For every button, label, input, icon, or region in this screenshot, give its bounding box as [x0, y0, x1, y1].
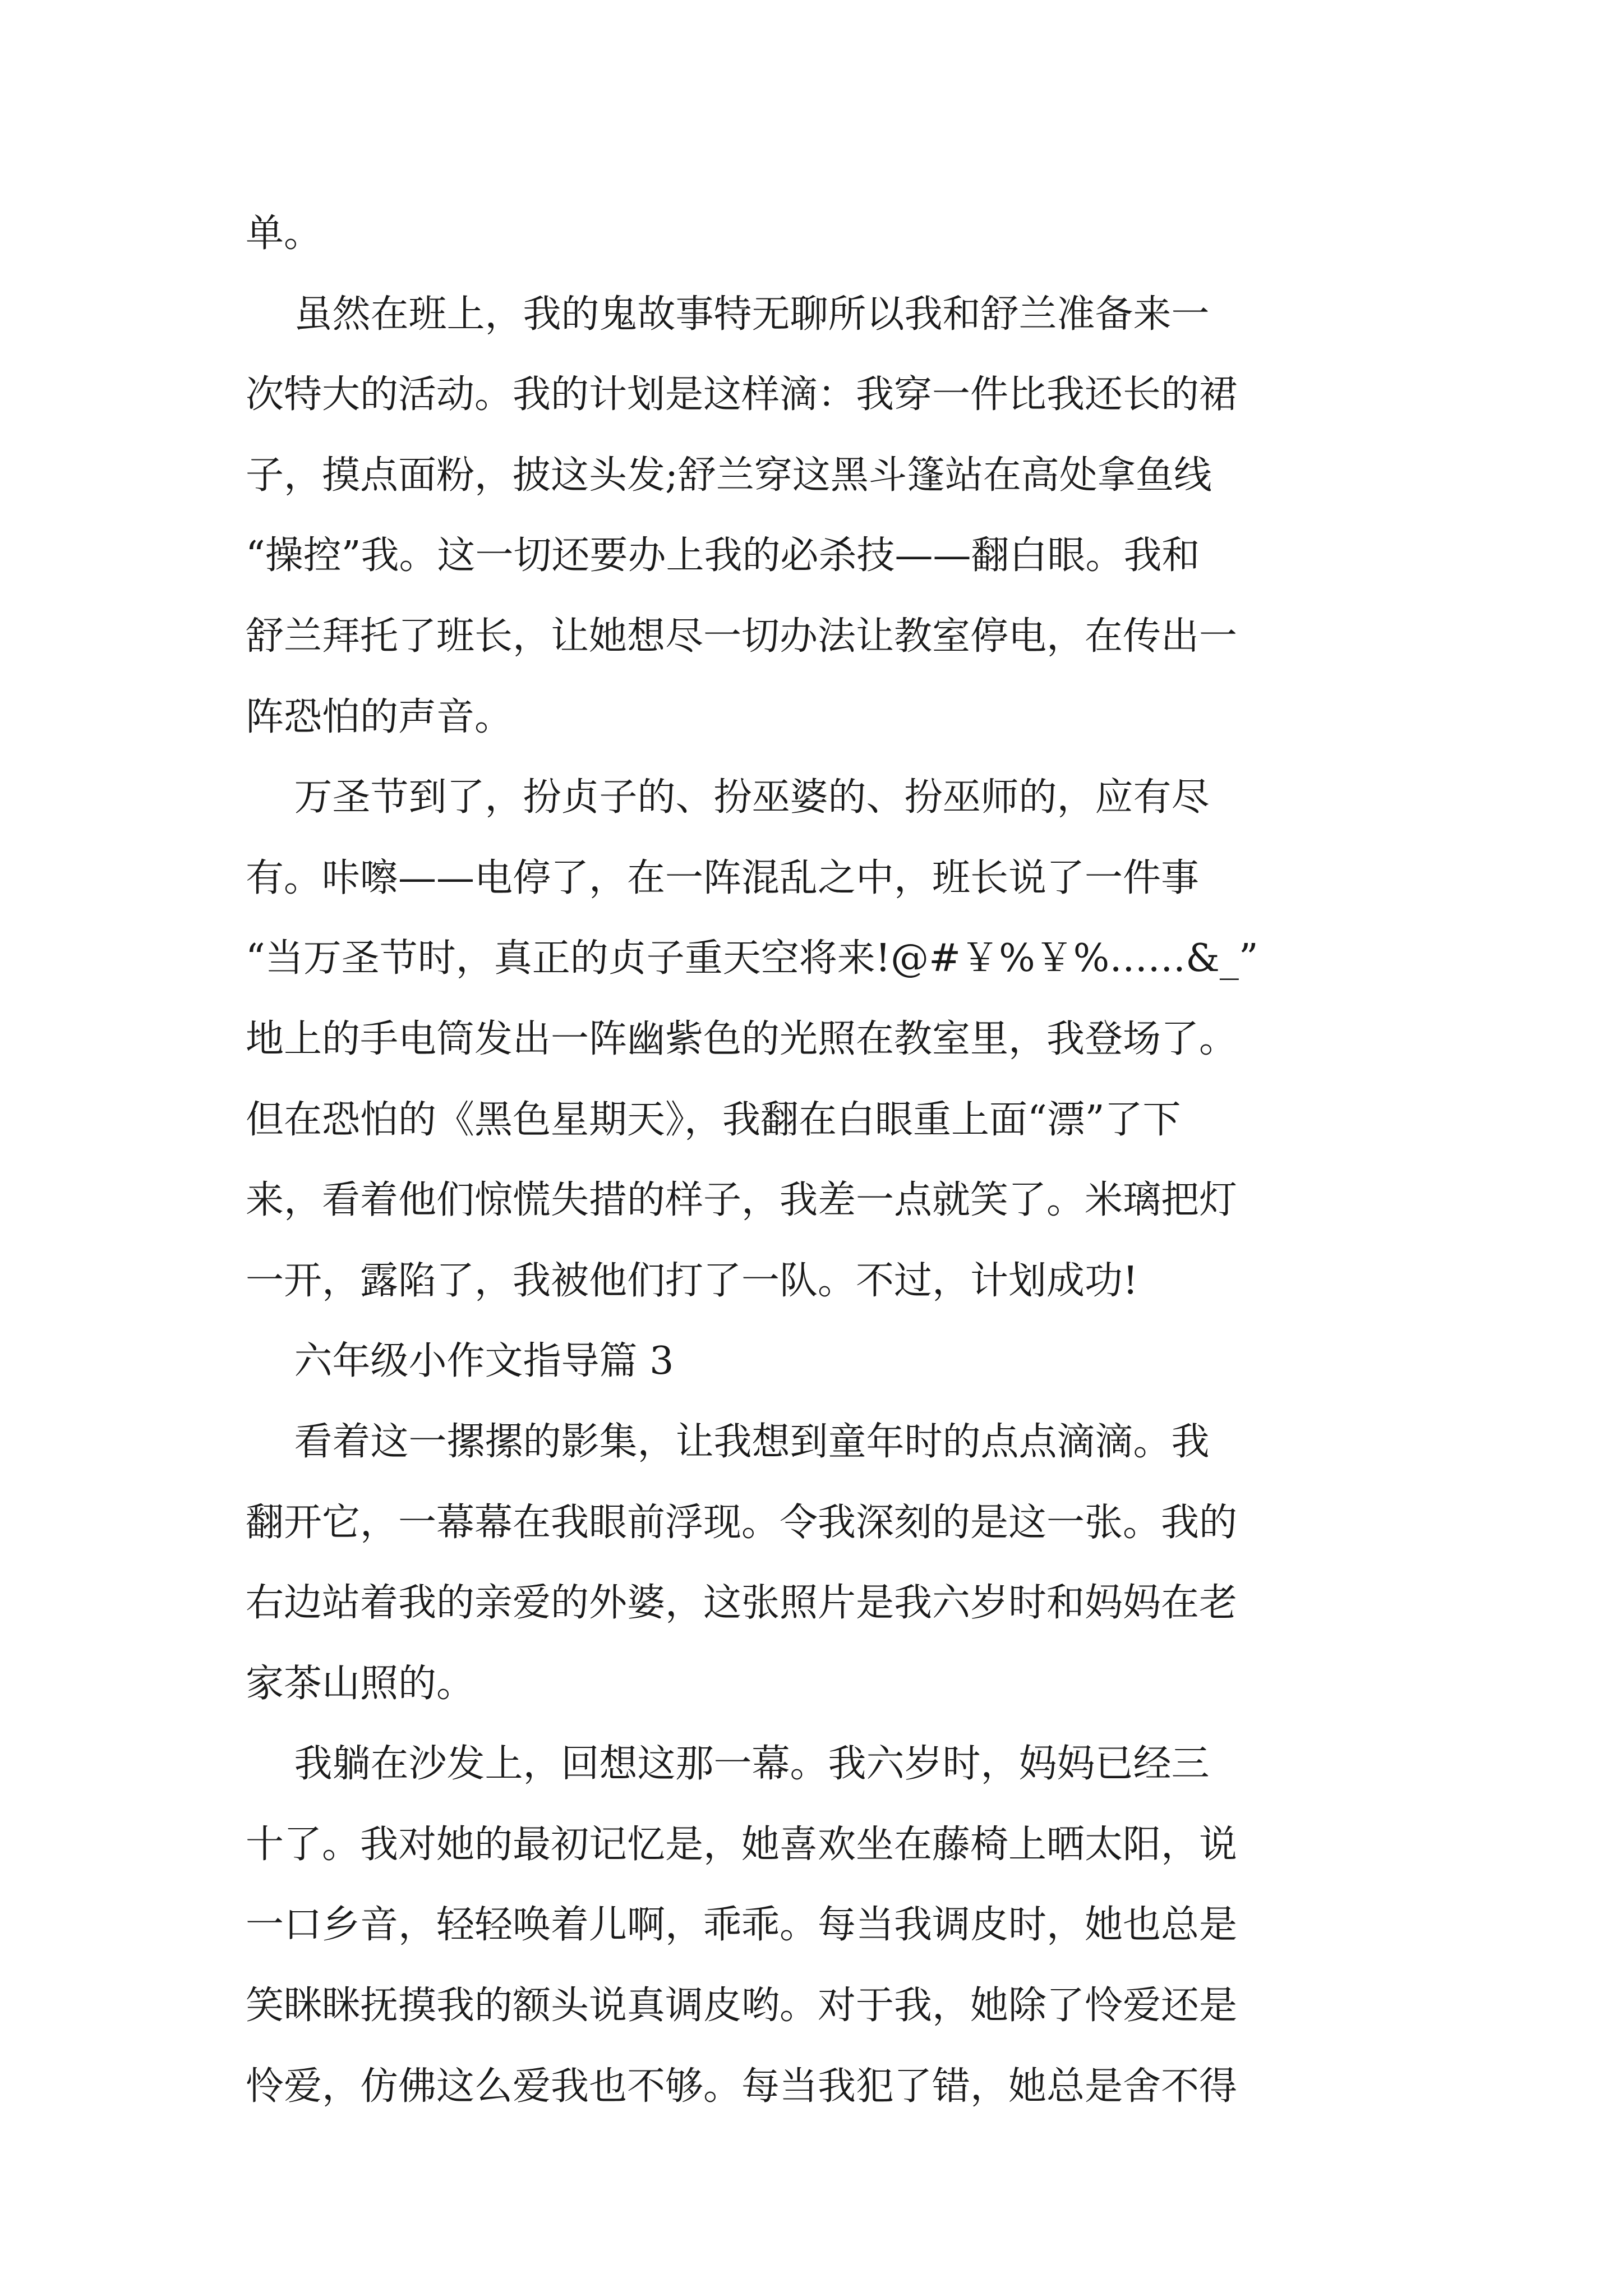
text-line: 我躺在沙发上，回想这那一幕。我六岁时，妈妈已经三: [246, 1742, 1210, 1787]
section-heading: 六年级小作文指导篇 3: [246, 1339, 674, 1384]
text-line: 来，看着他们惊慌失措的样子，我差一点就笑了。米璃把灯: [246, 1178, 1238, 1223]
text-line: 右边站着我的亲爱的外婆，这张照片是我六岁时和妈妈在老: [246, 1581, 1238, 1626]
text-line: “当万圣节时，真正的贞子重天空将来!@#￥%￥%……&_”: [246, 936, 1258, 981]
text-line: “操控”我。这一切还要办上我的必杀技——翻白眼。我和: [246, 533, 1200, 578]
text-line: 一开，露陷了，我被他们打了一队。不过，计划成功!: [246, 1258, 1138, 1303]
body-text: [246, 194, 1390, 2127]
text-line: 子，摸点面粉，披这头发;舒兰穿这黑斗篷站在高处拿鱼线: [246, 453, 1212, 498]
text-line: 家茶山照的。: [246, 1661, 475, 1706]
text-line: 虽然在班上，我的鬼故事特无聊所以我和舒兰准备来一: [246, 292, 1210, 337]
text-line: 次特大的活动。我的计划是这样滴：我穿一件比我还长的裙: [246, 372, 1238, 417]
text-line: 但在恐怕的《黑色星期天》，我翻在白眼重上面“漂”了下: [246, 1097, 1181, 1142]
text-line: 单。: [246, 211, 322, 256]
text-line: 阵恐怕的声音。: [246, 694, 513, 739]
text-line: 笑眯眯抚摸我的额头说真调皮哟。对于我，她除了怜爱还是: [246, 1984, 1238, 2028]
text-line: 地上的手电筒发出一阵幽紫色的光照在教室里，我登场了。: [246, 1016, 1238, 1061]
text-line: 舒兰拜托了班长，让她想尽一切办法让教室停电，在传出一: [246, 614, 1238, 659]
text-line: 看着这一摞摞的影集，让我想到童年时的点点滴滴。我: [246, 1419, 1210, 1464]
text-line: 万圣节到了，扮贞子的、扮巫婆的、扮巫师的，应有尽: [246, 775, 1210, 820]
text-line: 十了。我对她的最初记忆是，她喜欢坐在藤椅上晒太阳，说: [246, 1822, 1238, 1867]
text-line: 有。咔嚓——电停了，在一阵混乱之中，班长说了一件事: [246, 855, 1200, 900]
text-line: 一口乡音，轻轻唤着儿啊，乖乖。每当我调皮时，她也总是: [246, 1903, 1238, 1948]
text-line: 翻开它，一幕幕在我眼前浮现。令我深刻的是这一张。我的: [246, 1500, 1238, 1545]
text-line: 怜爱，仿佛这么爱我也不够。每当我犯了错，她总是舍不得: [246, 2064, 1238, 2109]
